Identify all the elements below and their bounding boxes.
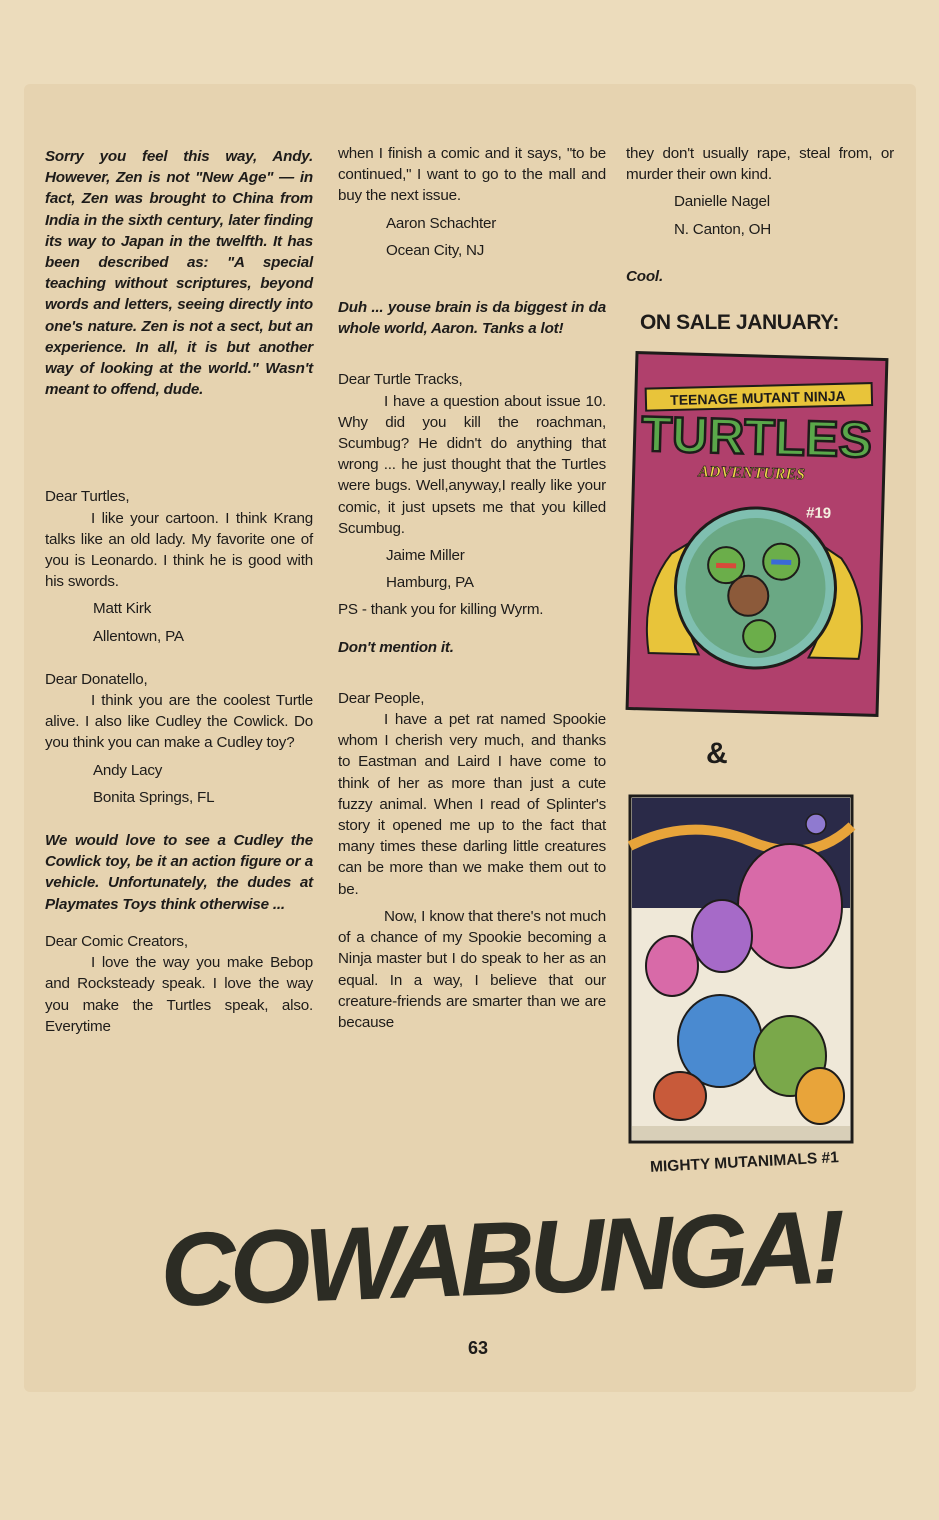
letter-signature-name: Andy Lacy bbox=[93, 761, 163, 779]
letter-body: I love the way you make Bebop and Rocksteady speak. I love the way you make the Turtles speak, also. Everytime bbox=[45, 954, 313, 1035]
letter-body: Now, I know that there's not much of a chance of my Spookie becoming a Ninja master but I do speak to her as an equal. In a way, I believe that our creature-friends are smarter than we are because bbox=[338, 907, 606, 1031]
letter-signature-location: N. Canton, OH bbox=[674, 220, 772, 238]
letter-signature-name: Danielle Nagel bbox=[674, 193, 770, 211]
mighty-mutanimals-1-cover bbox=[630, 796, 852, 1142]
cover-title-text: TURTLES bbox=[640, 405, 873, 469]
editor-reply-zen: Sorry you feel this way, Andy. However, Zen is not "New Age" — in fact, Zen was brought to China from India in the sixth century, later finding its way to Japan in the twelfth. It has been described as: "A special teaching without scriptures, beyond words and letters, seeing directly into one's nature. Zen is not a sect, but an experience. In all, it is but another way of looking at the world." Wasn't meant to offend, dude. bbox=[45, 148, 313, 399]
letter-salutation: Dear Donatello, bbox=[45, 670, 148, 688]
tmnt-adventures-19-cover bbox=[627, 353, 887, 716]
letters-column-1 bbox=[45, 146, 313, 1037]
letter-signature-location: Allentown, PA bbox=[93, 627, 184, 645]
ampersand: & bbox=[706, 737, 728, 770]
letter-body: I like your cartoon. I think Krang talks like an old lady. My favorite one of you is Leonardo. I think he is good with his swords. bbox=[45, 509, 313, 591]
letter-body: I have a pet rat named Spookie whom I cherish very much, and thanks to Eastman and Laird I have come to think of her as more than just a cute fuzzy animal. When I read of Splinter's story it opened me up to the fact that many times these darling little creatures can be more than we make them out to be. bbox=[338, 711, 606, 898]
letter-signature-location: Bonita Springs, FL bbox=[93, 788, 215, 806]
letters-column-3 bbox=[626, 143, 894, 287]
letter-salutation: Dear Turtle Tracks, bbox=[338, 371, 463, 389]
letter-body: I think you are the coolest Turtle alive. I also like Cudley the Cowlick. Do you think you can make a Cudley toy? bbox=[45, 692, 313, 752]
letter-salutation: Dear Turtles, bbox=[45, 488, 130, 506]
letter-signature-location: Ocean City, NJ bbox=[386, 241, 485, 259]
cowabunga-headline bbox=[150, 1180, 842, 1330]
mighty-mutanimals-caption: MIGHTY MUTANIMALS #1 bbox=[649, 1149, 840, 1176]
letter-signature-name: Jaime Miller bbox=[386, 547, 465, 565]
letter-signature-location: Hamburg, PA bbox=[386, 574, 474, 592]
letters-column-2 bbox=[338, 143, 606, 1033]
letter-body: when I finish a comic and it says, "to be continued," I want to go to the mall and buy the next issue. bbox=[338, 145, 606, 205]
editor-reply-jaime: Don't mention it. bbox=[338, 638, 454, 656]
cover-banner-text: TEENAGE MUTANT NINJA bbox=[669, 387, 846, 409]
cowabunga-text: COWABUNGA! bbox=[158, 1189, 842, 1330]
page-number: 63 bbox=[468, 1338, 489, 1358]
letter-signature-name: Matt Kirk bbox=[93, 600, 152, 618]
letter-salutation: Dear Comic Creators, bbox=[45, 932, 188, 950]
letter-postscript: PS - thank you for killing Wyrm. bbox=[338, 601, 544, 619]
letter-body: they don't usually rape, steal from, or murder their own kind. bbox=[626, 145, 894, 184]
on-sale-heading: ON SALE JANUARY: bbox=[640, 311, 839, 334]
editor-reply-cudley: We would love to see a Cudley the Cowlick toy, be it an action figure or a vehicle. Unfortunately, the dudes at Playmates Toys think otherwise ... bbox=[45, 832, 313, 913]
letter-signature-name: Aaron Schachter bbox=[386, 214, 497, 232]
letter-body: I have a question about issue 10. Why did you kill the roachman, Scumbug? He didn't do anything that wrong ... he just thought that the Turtles were bugs. Well,anyway,I really like your comic, it just upsets me that you killed Scumbug. bbox=[338, 392, 606, 537]
editor-reply-danielle: Cool. bbox=[626, 267, 663, 285]
letter-salutation: Dear People, bbox=[338, 689, 425, 707]
cover-subtitle-text: ADVENTURES bbox=[698, 463, 806, 484]
cover-issue-number: #19 bbox=[805, 504, 832, 523]
editor-reply-aaron: Duh ... youse brain is da biggest in da whole world, Aaron. Tanks a lot! bbox=[338, 299, 606, 338]
